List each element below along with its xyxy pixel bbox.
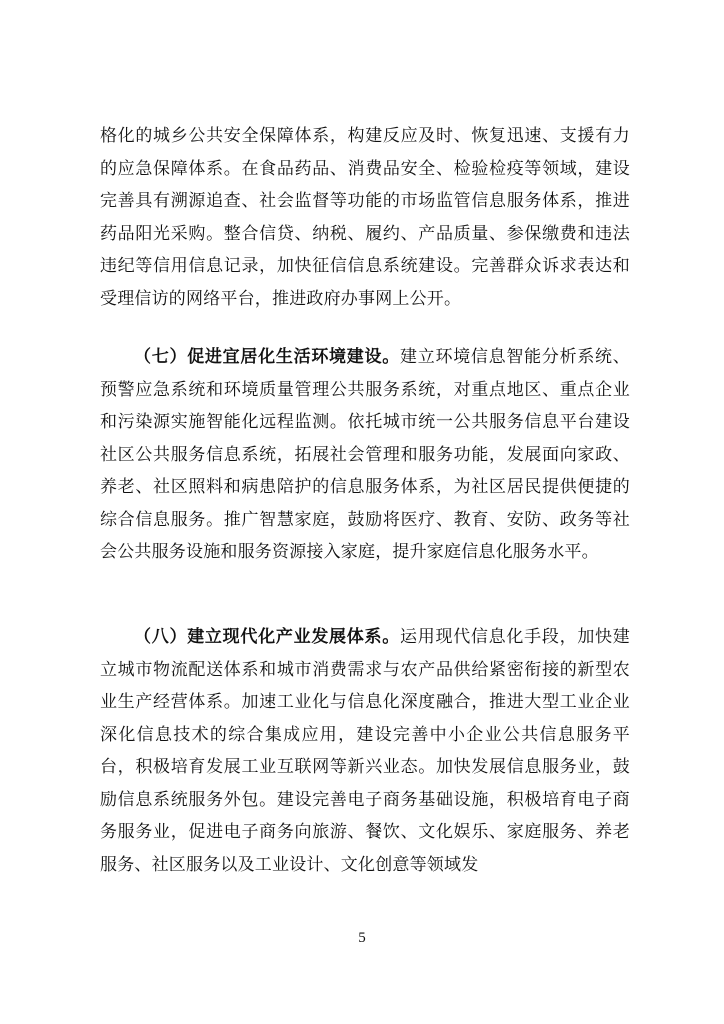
paragraph-text: 格化的城乡公共安全保障体系，构建反应及时、恢复迅速、支援有力的应急保障体系。在食品药品、消费品安全、检验检疫等领域，建设完善具有溯源追查、社会监督等功能的市场监管信息服务体系，推进药品阳光采购。整合信贷、纳税、履约、产品质量、参保缴费和违法违纪等信用信息记录，加快征信信息系统建设。完善群众诉求表达和受理信访的网络平台，推进政府办事网上公开。	[100, 126, 630, 309]
paragraph-text: 建立环境信息智能分析系统、预警应急系统和环境质量管理公共服务系统，对重点地区、重点企业和污染源实施智能化远程监测。依托城市统一公共服务信息平台建设社区公共服务信息系统，拓展社会管理和服务功能，发展面向家政、养老、社区照料和病患陪护的信息服务体系，为社区居民提供便捷的综合信息服务。推广智慧家庭，鼓励将医疗、教育、安防、政务等社会公共服务设施和服务资源接入家庭，提升家庭信息化服务水平。	[100, 347, 630, 562]
paragraph-public-safety	[100, 120, 630, 315]
page-number: 5	[358, 930, 366, 946]
section-heading-eight: （八）建立现代化产业发展体系。	[134, 627, 400, 647]
paragraph-industry-system	[100, 621, 630, 881]
paragraph-text: 运用现代信息化手段，加快建立城市物流配送体系和城市消费需求与农产品供给紧密衔接的新型农业生产经营体系。加速工业化与信息化深度融合，推进大型工业企业深化信息技术的综合集成应用，建设完善中小企业公共信息服务平台，积极培育发展工业互联网等新兴业态。加快发展信息服务业，鼓励信息系统服务外包。建设完善电子商务基础设施，积极培育电子商务服务业，促进电子商务向旅游、餐饮、文化娱乐、家庭服务、养老服务、社区服务以及工业设计、文化创意等领域发	[100, 627, 630, 875]
paragraph-living-environment	[100, 341, 630, 569]
section-heading-seven: （七）促进宜居化生活环境建设。	[134, 347, 400, 367]
